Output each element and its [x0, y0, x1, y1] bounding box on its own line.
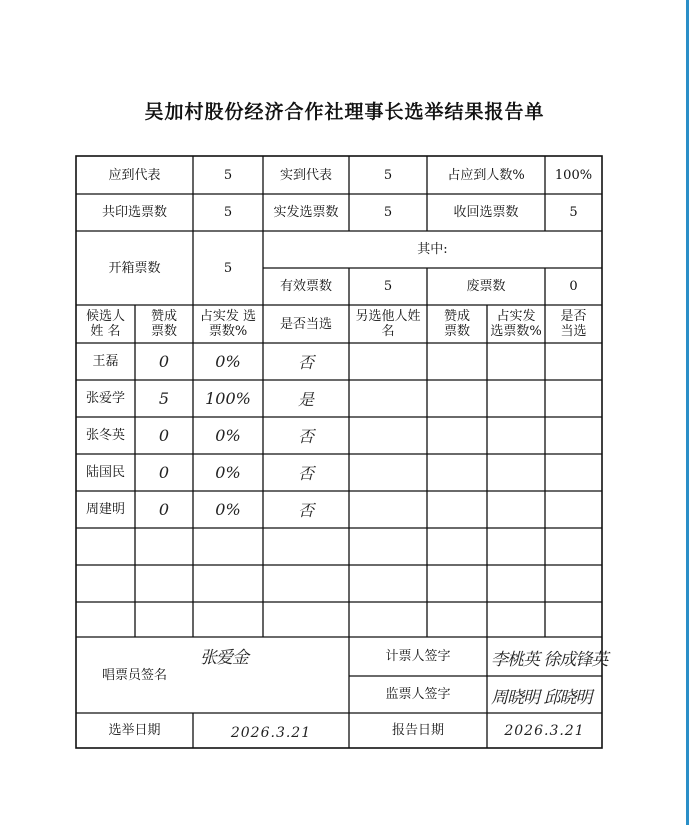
counter-signature: 李桃英 徐成锋英	[491, 649, 608, 670]
candidate-elected: 否	[297, 427, 314, 446]
printed-ballots-value: 5	[223, 205, 233, 220]
header-elected: 是否当选	[279, 316, 332, 332]
header-other-elected: 是否 当选	[560, 309, 587, 339]
opened-ballots-label: 开箱票数	[108, 260, 161, 276]
valid-ballots-value: 5	[383, 279, 393, 294]
supervisor-signature: 周晓明 邱晓明	[491, 687, 592, 708]
should-attend-label: 应到代表	[108, 167, 161, 183]
header-candidate: 候选人 姓 名	[85, 309, 125, 339]
candidate-elected: 否	[297, 464, 314, 483]
actual-attend-value: 5	[383, 167, 393, 183]
announcer-signature: 张爱金	[200, 647, 248, 668]
candidate-name: 陆国民	[85, 465, 125, 480]
issued-ballots-label: 实发选票数	[273, 205, 339, 220]
candidate-percent: 0%	[215, 463, 241, 482]
header-votes-for: 赞成 票数	[150, 309, 177, 339]
candidate-votes: 0	[158, 463, 170, 482]
opened-ballots-value: 5	[223, 260, 233, 276]
counter-label: 计票人签字	[385, 649, 451, 664]
header-other-votes: 赞成 票数	[443, 309, 470, 339]
candidate-votes: 0	[158, 500, 170, 519]
candidate-name: 周建明	[85, 502, 125, 517]
report-date: 2026.3.21	[504, 723, 585, 739]
candidate-name: 张冬英	[85, 428, 125, 443]
attend-rate-value: 100%	[554, 167, 593, 183]
candidate-votes: 0	[158, 352, 170, 371]
election-date-label: 选举日期	[108, 723, 161, 738]
valid-ballots-label: 有效票数	[279, 279, 332, 294]
report-date-label: 报告日期	[391, 723, 444, 738]
candidate-votes: 0	[158, 426, 170, 445]
candidate-elected: 是	[297, 390, 314, 409]
actual-attend-label: 实到代表	[279, 167, 332, 183]
candidate-percent: 0%	[215, 500, 241, 519]
election-date: 2026.3.21	[230, 725, 312, 741]
among-label: 其中:	[417, 242, 448, 257]
candidate-percent: 0%	[215, 426, 241, 445]
header-percent: 占实发 选 票数%	[199, 309, 257, 339]
candidate-name: 王磊	[92, 354, 119, 369]
candidate-votes: 5	[158, 389, 170, 408]
attend-rate-label: 占应到人数%	[447, 167, 525, 183]
returned-ballots-label: 收回选票数	[453, 205, 519, 220]
invalid-ballots-value: 0	[569, 279, 578, 294]
candidate-percent: 0%	[215, 352, 241, 371]
candidate-elected: 否	[297, 501, 314, 520]
page-title: 吴加村股份经济合作社理事长选举结果报告单	[144, 101, 545, 123]
header-other-name: 另选他人姓 名	[355, 309, 421, 339]
invalid-ballots-label: 废票数	[466, 279, 506, 294]
candidate-name: 张爱学	[85, 391, 125, 406]
printed-ballots-label: 共印选票数	[101, 205, 167, 220]
should-attend-value: 5	[223, 167, 233, 183]
supervisor-label: 监票人签字	[385, 687, 451, 702]
announcer-label: 唱票员签名	[101, 667, 167, 683]
header-other-percent: 占实发 选票数%	[490, 309, 542, 339]
returned-ballots-value: 5	[569, 205, 578, 220]
candidate-elected: 否	[297, 353, 314, 372]
candidate-percent: 100%	[205, 389, 251, 408]
issued-ballots-value: 5	[383, 205, 393, 220]
